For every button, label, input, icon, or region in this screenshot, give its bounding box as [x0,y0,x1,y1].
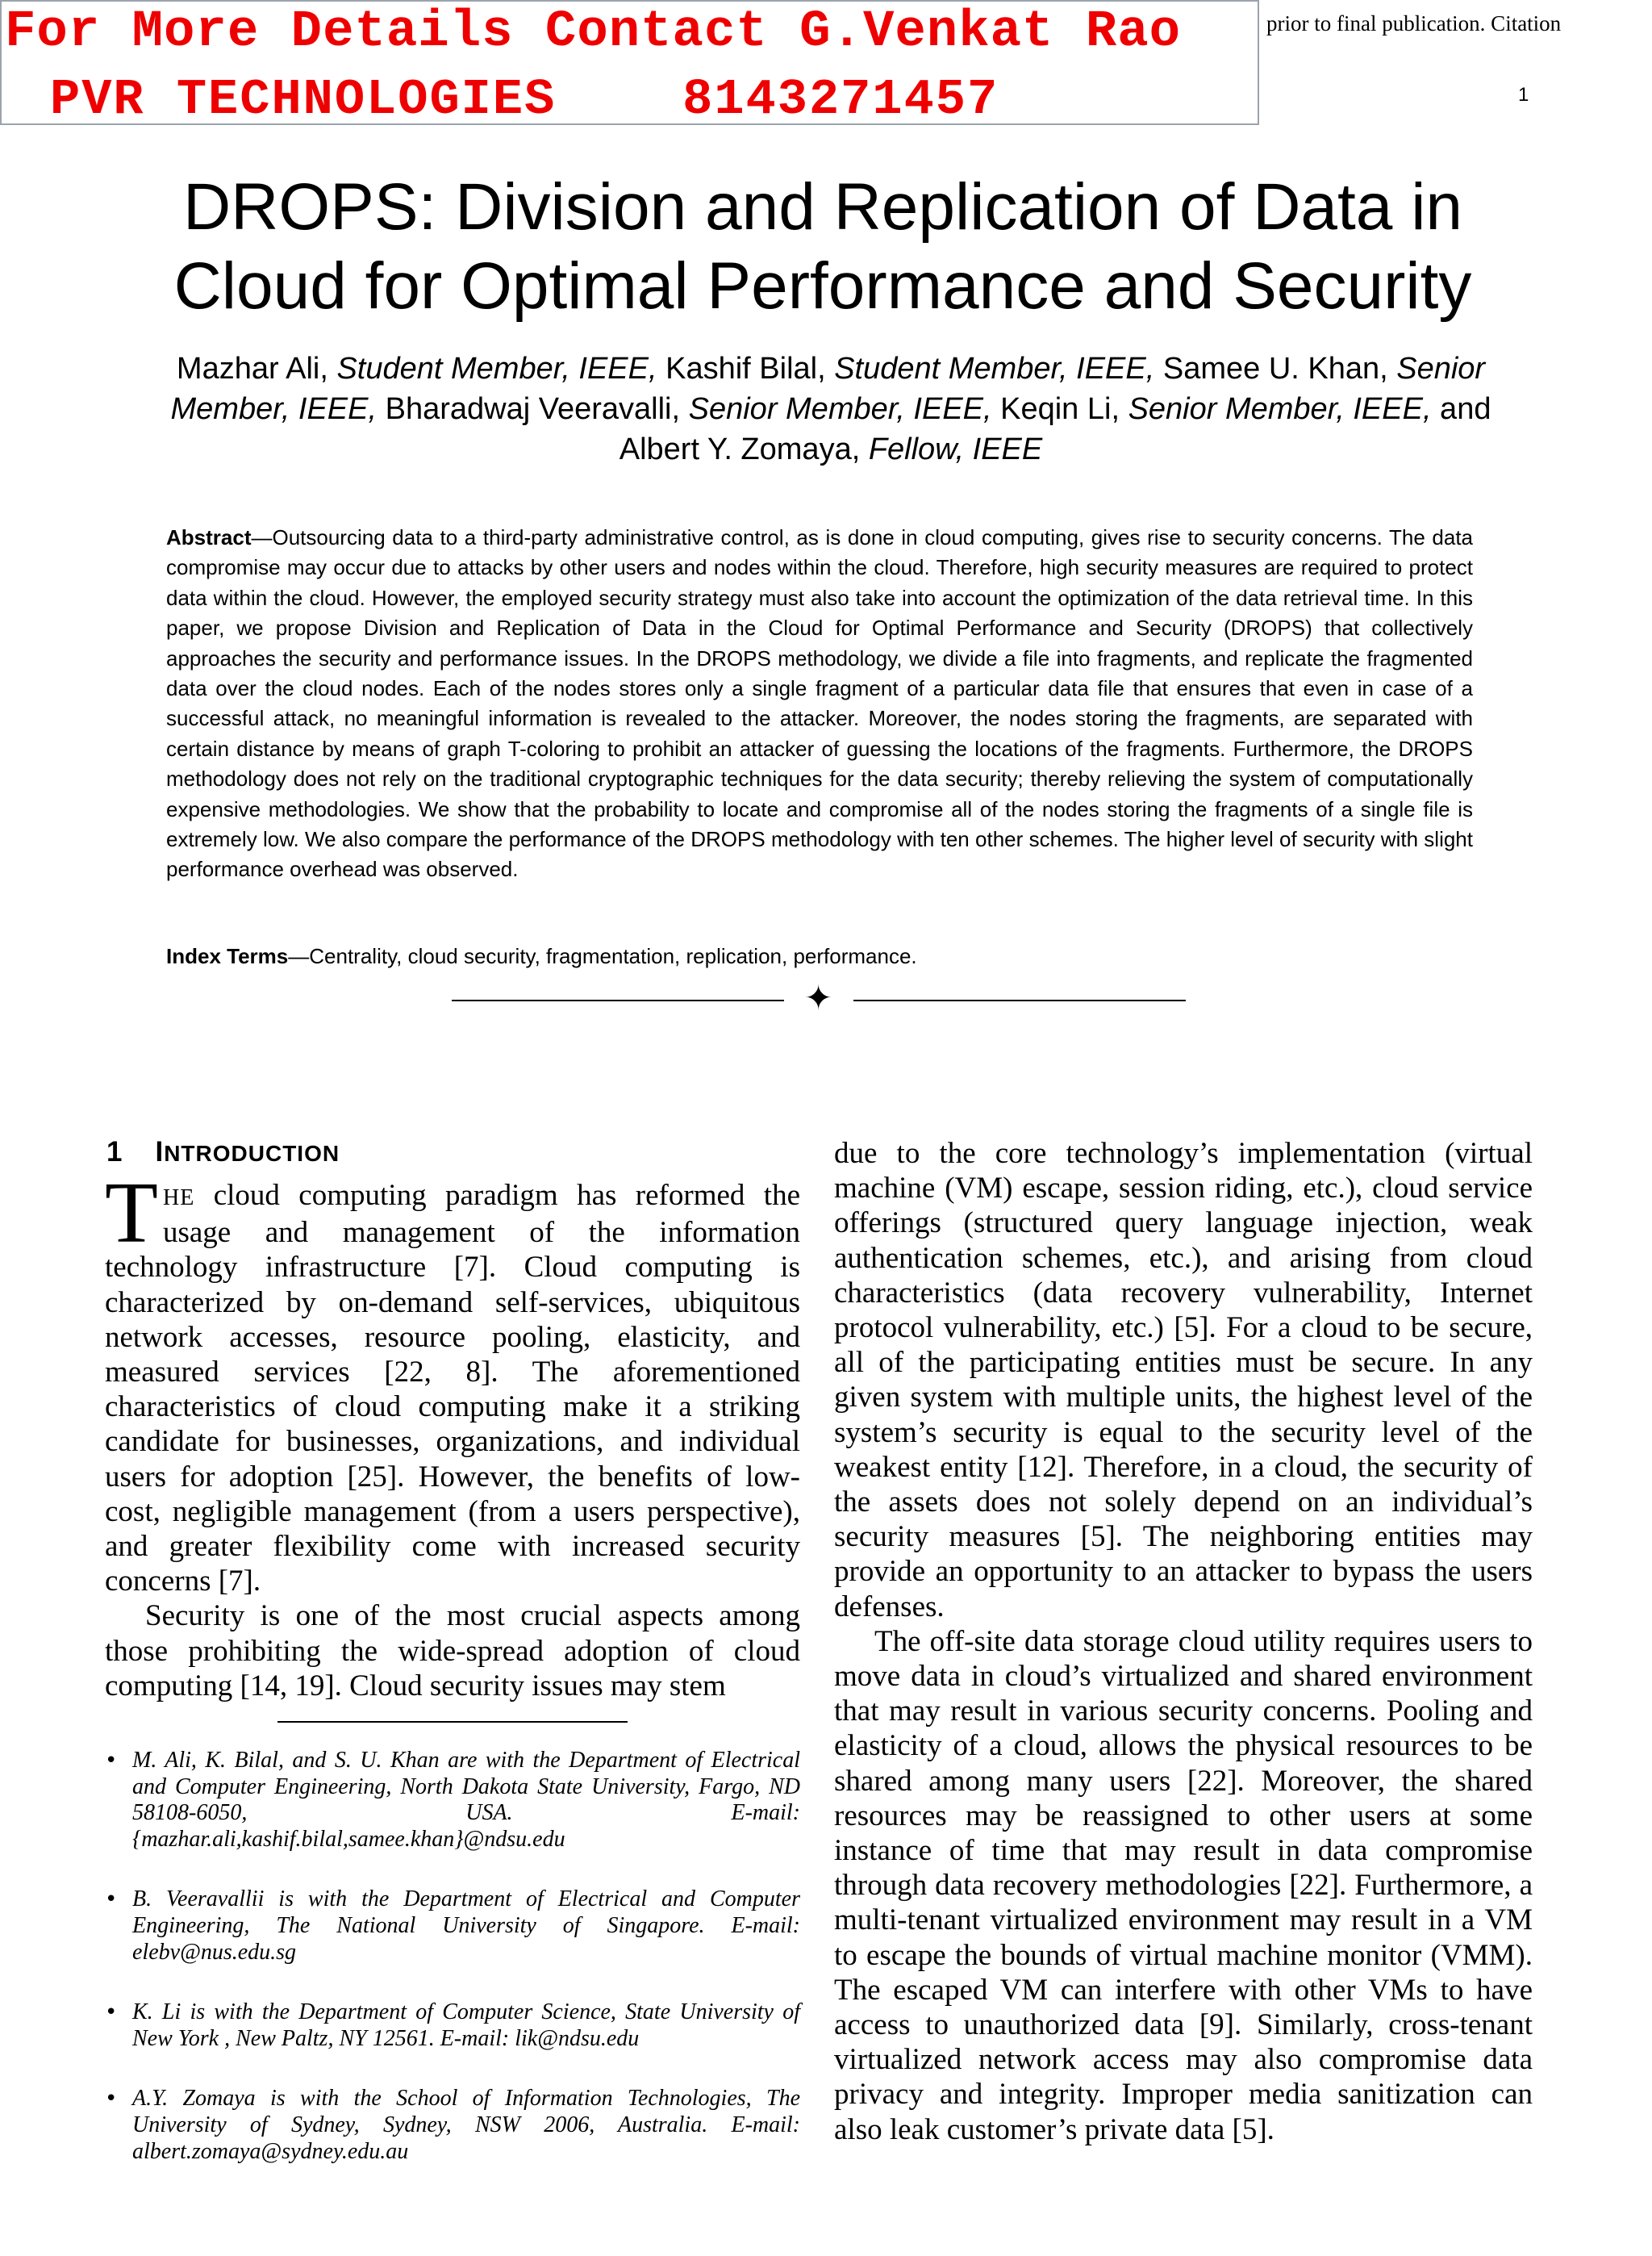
banner-contact-line: For More Details Contact G.Venkat Rao [5,3,1182,61]
publication-note: prior to final publication. Citation [1266,11,1562,36]
abstract-text: —Outsourcing data to a third-party administrative control, as is done in cloud computing, gives rise to security concerns. The data compromise may occur due to attacks by other users and nodes within the cloud. Therefore, high security measures are required to protect data within the cloud. However, the employed security strategy must also take into account the optimization of the data retrieval time. In this paper, we propose Division and Replication of Data in the Cloud for Optimal Performance and Security (DROPS) that collectively approaches the security and performance issues. In the DROPS methodology, we divide a file into fragments, and replicate the fragmented data over the cloud nodes. Each of the nodes stores only a single fragment of a particular data file that ensures that even in case of a successful attack, no meaningful information is revealed to the attacker. Moreover, the nodes storing the fragments, are separated with certain distance by means of graph T-coloring to prohibit an attacker of guessing the locations of the fragments. Furthermore, the DROPS methodology does not rely on the traditional cryptographic techniques for the data security; thereby relieving the system of computationally expensive methodologies. We show that the probability to locate and compromise all of the nodes storing the fragments of a single file is extremely low. We also compare the performance of the DROPS methodology with ten other schemes. The higher level of security with slight performance overhead was observed. [166,525,1473,882]
paragraph: The off-site data storage cloud utility requires users to move data in cloud’s virtualized and shared environment that may result in various security concerns. Pooling and elasticity of a cloud, allows the physical resources to be shared among many users [22]. Moreover, the shared resources may be reassigned to other users at some instance of time that may result in data compromise through data recovery methodologies [22]. Furthermore, a multi-tenant virtualized environment may result in a VM to escape the bounds of virtual machine monitor (VMM). The escaped VM can interfere with other VMs to have access to unauthorized data [9]. Similarly, cross-tenant virtualized network access may also compromise data privacy and integrity. Improper media sanitization can also leak customer’s private data [5]. [834,1624,1533,2146]
section-title-rest: NTRODUCTION [164,1141,340,1166]
paragraph [105,1165,800,1598]
footnote-item: • B. Veeravallii is with the Department of Electrical and Computer Engineering, The National University of Singapore. E-mail: elebv@nus.edu.sg [105,1886,800,1965]
drop-cap: T [105,1165,158,1261]
footnotes [105,1748,800,2199]
paragraph: due to the core technology’s implementation (virtual machine (VM) escape, session riding, etc.), cloud service offerings (structured query language injection, weak authentication schemes, etc.), and arising from cloud characteristics (data recovery vulnerability, Internet protocol vulnerability, etc.) [5]. For a cloud to be secure, all of the participating entities must be secure. In any given system with multiple units, the highest level of the system’s security is equal to the security level of the weakest entity [12]. Therefore, in a cloud, the security of the assets does not solely depend on an individual’s security measures [5]. The neighboring entities may provide an opportunity to an attacker to bypass the users defenses. [834,1137,1533,1623]
author-line-2: Member, IEEE, Bharadwaj Veeravalli, Senior Member, IEEE, Keqin Li, Senior Member, IEEE, and [170,392,1491,426]
paragraph-text: cloud computing paradigm has reformed the usage and management of the information technology infrastructure [7]. Cloud computing is characterized by on-demand self-services, ubiquitous network accesses, resource pooling, elasticity, and measured services [22, 8]. The aforementioned characteristics of cloud computing make it a striking candidate for businesses, organizations, and individual users for adoption [25]. However, the benefits of low-cost, negligible management (from a users perspective), and greater flexibility come with increased security concerns [7]. [105,1179,800,1598]
title-line-2: Cloud for Optimal Performance and Security [173,249,1472,323]
paper-title [81,168,1565,326]
bullet-icon: • [105,2087,118,2112]
index-terms-text: —Centrality, cloud security, fragmentation, replication, performance. [288,944,917,968]
divider-rule-right [853,1000,1186,1001]
author-line-3: Albert Y. Zomaya, Fellow, IEEE [619,432,1043,466]
paragraph: Security is one of the most crucial aspects among those prohibiting the wide-spread adoption of cloud computing [14, 19]. Cloud security issues may stem [105,1599,800,1702]
index-terms [166,942,1473,970]
bullet-icon: • [105,1887,118,1912]
author-line-1: Mazhar Ali, Student Member, IEEE, Kashif Bilal, Student Member, IEEE, Samee U. Khan, Senior [176,352,1486,386]
section-heading [106,1136,340,1168]
page-number: 1 [1518,84,1529,106]
section-number: 1 [106,1136,123,1168]
footnote-rule [277,1721,628,1723]
bullet-icon: • [105,1748,118,1773]
contact-banner [0,0,1259,128]
abstract-label: Abstract [166,525,252,549]
footnote-item: • A.Y. Zomaya is with the School of Information Technologies, The University of Sydney, Sydney, NSW 2006, Australia. E-mail: albert.zomaya@sydney.edu.au [105,2086,800,2164]
body-column-right [834,1136,1533,2147]
divider-rule-left [452,1000,784,1001]
index-terms-label: Index Terms [166,944,289,968]
abstract [166,523,1473,885]
bullet-icon: • [105,2000,118,2025]
footnote-item: • M. Ali, K. Bilal, and S. U. Khan are with the Department of Electrical and Computer Engineering, North Dakota State University, Fargo, ND 58108-6050, USA. E-mail: {mazhar.ali,kashif.bilal,samee.khan}@ndsu.edu [105,1748,800,1852]
footnote-item: • K. Li is with the Department of Computer Science, State University of New York , New Paltz, NY 12561. E-mail: lik@ndsu.edu [105,1999,800,2051]
author-list [97,349,1565,470]
lead-in: HE [162,1185,195,1210]
divider-star-icon: ✦ [804,978,833,1017]
body-column-left [105,1165,800,1703]
banner-company-line: PVR TECHNOLOGIES 8143271457 [50,71,999,128]
title-line-1: DROPS: Division and Replication of Data in [182,170,1463,244]
section-title-initial: I [155,1136,165,1168]
